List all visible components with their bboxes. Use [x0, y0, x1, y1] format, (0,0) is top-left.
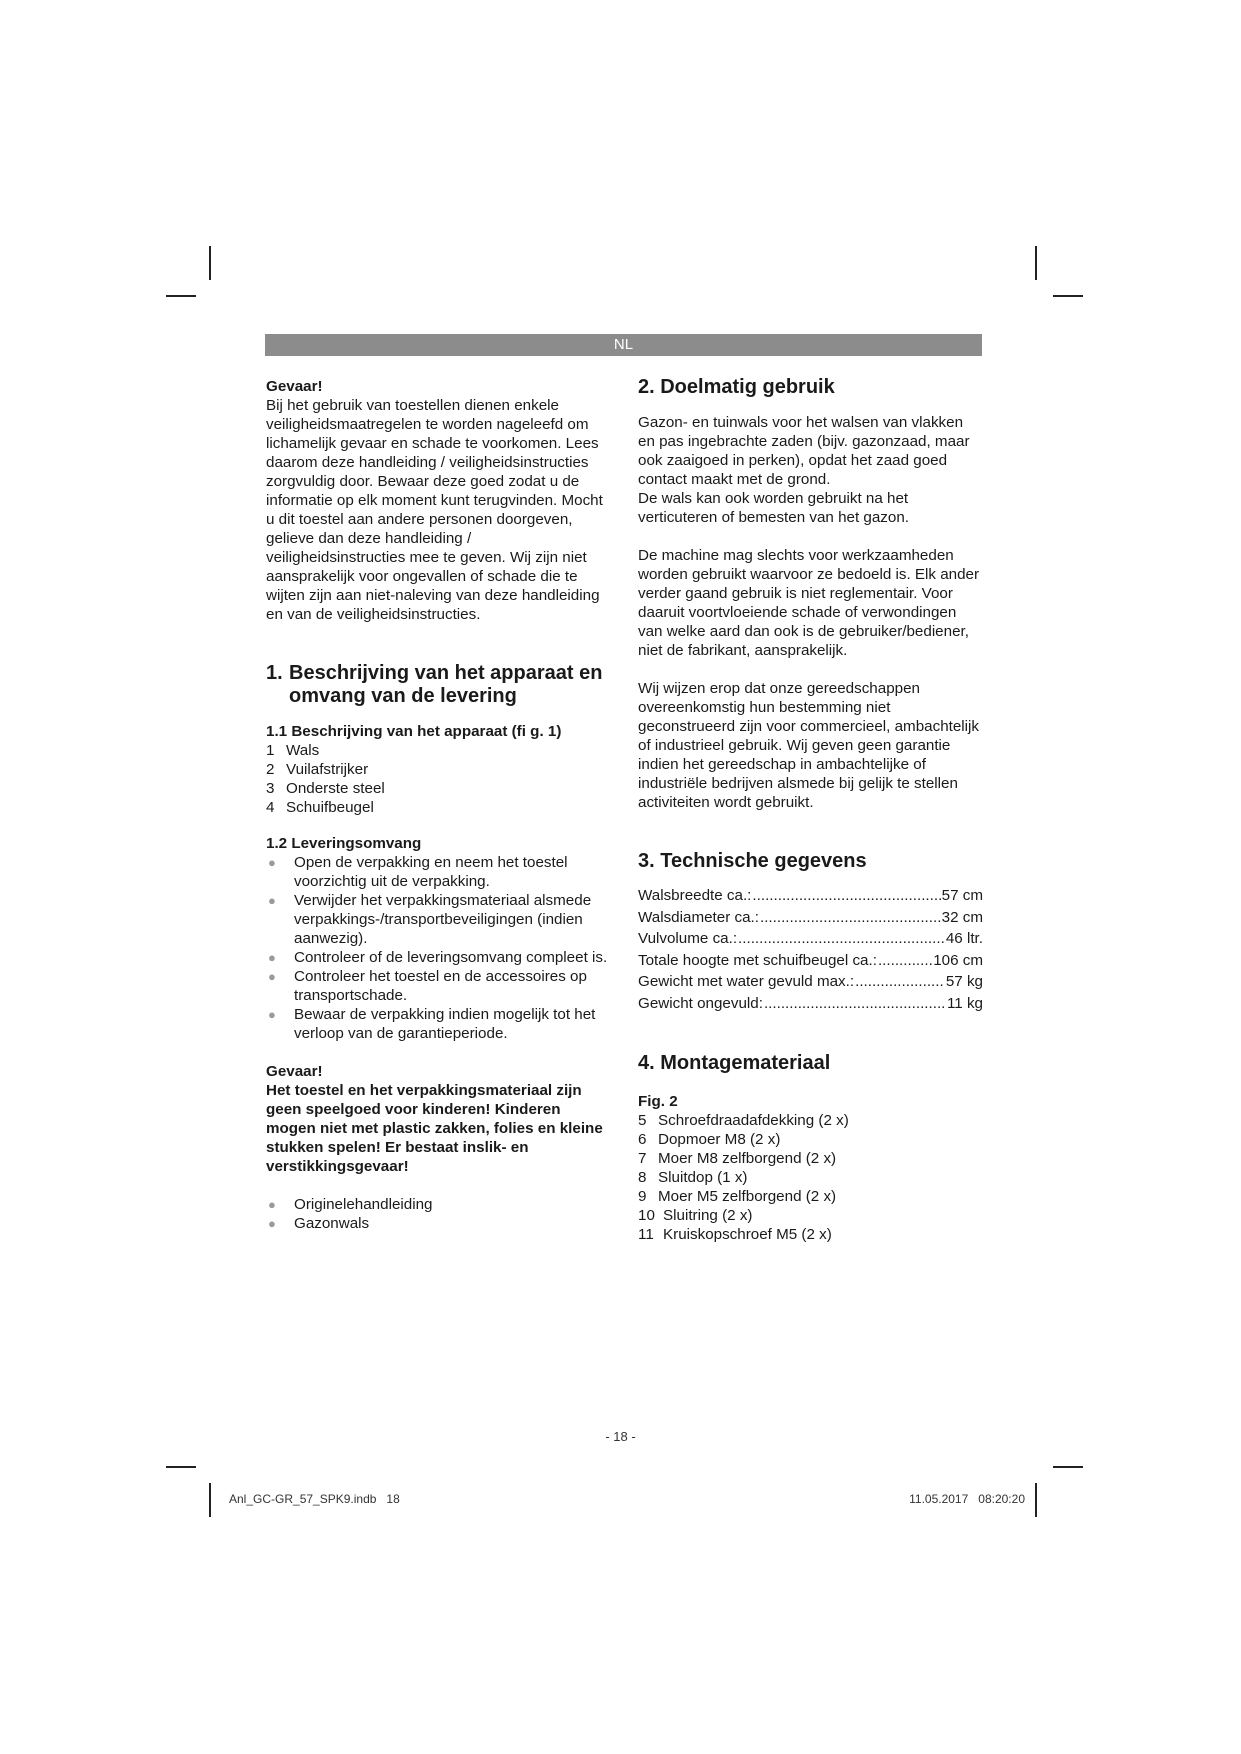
paragraph: De machine mag slechts voor werkzaamheden worden gebruikt waarvoor ze bedoeld is. Elk ander verder gaand gebruik is niet reglementair. Voor daaruit voortvloeiende schade of verwondingen van welke aard dan ook is de gebruiker/bediener, niet de fabrikant, aansprakelijk.	[638, 547, 980, 659]
paragraph: Gazon- en tuinwals voor het walsen van vlakken en pas ingebrachte zaden (bijv. gazonzaad, maar ook zaaigoed in perken), opdat het zaad goed contact maakt met de grond.	[638, 414, 970, 488]
delivery-contents-list	[266, 1195, 611, 1233]
left-column	[266, 377, 611, 1233]
spec-row: Totale hoogte met schuifbeugel ca.: ..... 106 cm	[638, 950, 983, 972]
paragraph: Wij wijzen erop dat onze gereedschappen overeenkomstig hun bestemming niet geconstrueerd zijn voor commercieel, ambachtelijk of industrieel gebruik. Wij geven geen garantie indien het gereedschap in ambachtelijke of industriële bedrijven alsmede bij gelijk te stellen activiteiten wordt gebruikt.	[638, 680, 980, 811]
list-item: 7 Moer M8 zelfborgend (2 x)	[638, 1150, 837, 1167]
crop-mark	[166, 1466, 196, 1468]
list-item: 3 Onderste steel	[266, 780, 385, 797]
warning-title: Gevaar!	[266, 1063, 323, 1080]
crop-mark	[1035, 1483, 1037, 1517]
parts-list	[266, 741, 611, 817]
crop-mark	[1053, 295, 1083, 297]
list-item: 10 Sluitring (2 x)	[638, 1207, 753, 1224]
list-item: 8 Sluitdop (1 x)	[638, 1169, 748, 1186]
spec-row: Gewicht met water gevuld max.: ..... 57 kg	[638, 971, 983, 993]
list-item: ● Gazonwals	[268, 1215, 370, 1232]
crop-mark	[1053, 1466, 1083, 1468]
warning-title: Gevaar!	[266, 378, 323, 395]
bullet-icon: ●	[268, 855, 276, 870]
warning-body: Bij het gebruik van toestellen dienen enkele veiligheidsmaatregelen te worden nageleefd om lichamelijk gevaar en schade te voorkomen. Lees daarom deze handleiding / veiligheidsinstructies zorgvuldig door. Bewaar deze goed zodat u de informatie op elk moment kunt terugvinden. Mocht u dit toestel aan andere personen doorgeven, gelieve dan deze handleiding / veiligheidsinstructies mee te geven. Wij zijn niet aansprakelijk voor ongevallen of schade die te wijten zijn aan niet-naleving van deze handleiding en van de veiligheidsinstructies.	[266, 397, 603, 623]
spec-table	[638, 885, 983, 1014]
delivery-steps-list	[266, 853, 611, 1043]
spec-row: Walsdiameter ca.: ..... 32 cm	[638, 907, 983, 929]
list-item: 4 Schuifbeugel	[266, 799, 374, 816]
crop-mark	[166, 295, 196, 297]
spec-row: Vulvolume ca.: ..... 46 ltr.	[638, 928, 983, 950]
list-item: 5 Schroefdraadafdekking (2 x)	[638, 1112, 849, 1129]
warning-body: Het toestel en het verpakkingsmateriaal zijn geen speelgoed voor kinderen! Kinderen mogen niet met plastic zakken, folies en kleine stukken spelen! Er bestaat inslik- en verstikkingsgevaar!	[266, 1082, 603, 1175]
list-item: ● Controleer of de leveringsomvang compleet is.	[268, 949, 608, 966]
section-title: 3. Technische gegevens	[638, 850, 867, 872]
crop-mark	[209, 1483, 211, 1517]
spec-row: Gewicht ongevuld: ..... 11 kg	[638, 993, 983, 1015]
bullet-icon: ●	[268, 1216, 276, 1231]
page-number: - 18 -	[605, 1429, 636, 1444]
file-info: Anl_GC-GR_57_SPK9.indb 18	[229, 1492, 400, 1506]
print-timestamp: 11.05.2017 08:20:20	[909, 1492, 1025, 1506]
language-header-bar: NL	[265, 334, 982, 356]
section-title: 4. Montagemateriaal	[638, 1052, 831, 1074]
bullet-icon: ●	[268, 1007, 276, 1022]
list-item: ● Controleer het toestel en de accessoires op transportschade.	[268, 968, 587, 1004]
figure-label: Fig. 2	[638, 1093, 678, 1110]
list-item: 1 Wals	[266, 742, 320, 759]
right-column	[638, 376, 983, 1244]
section-1-heading	[266, 662, 611, 708]
list-item: ● Open de verpakking en neem het toestel voorzichtig uit de verpakking.	[268, 854, 568, 890]
subsection-title: 1.2 Leveringsomvang	[266, 835, 422, 852]
crop-mark	[209, 246, 211, 280]
list-item: ● Originelehandleiding	[268, 1196, 433, 1213]
crop-mark	[1035, 246, 1037, 280]
section-title: 2. Doelmatig gebruik	[638, 376, 835, 398]
bullet-icon: ●	[268, 1197, 276, 1212]
bullet-icon: ●	[268, 969, 276, 984]
list-item: 9 Moer M5 zelfborgend (2 x)	[638, 1188, 837, 1205]
list-item: 11 Kruiskopschroef M5 (2 x)	[638, 1226, 832, 1243]
assembly-parts-list	[638, 1111, 983, 1244]
list-item: 6 Dopmoer M8 (2 x)	[638, 1131, 781, 1148]
paragraph: De wals kan ook worden gebruikt na het verticuteren of bemesten van het gazon.	[638, 490, 910, 526]
subsection-title: 1.1 Beschrijving van het apparaat (fi g. 1)	[266, 723, 562, 740]
list-item: 2 Vuilafstrijker	[266, 761, 369, 778]
list-item: ● Bewaar de verpakking indien mogelijk tot het verloop van de garantieperiode.	[268, 1006, 596, 1042]
spec-row: Walsbreedte ca.: ..... 57 cm	[638, 885, 983, 907]
bullet-icon: ●	[268, 893, 276, 908]
section-number: 1.	[266, 662, 283, 684]
section-title: Beschrijving van het apparaat en omvang van de levering	[289, 662, 603, 707]
list-item: ● Verwijder het verpakkingsmateriaal alsmede verpakkings-/transportbeveiligingen (indien aanwezig).	[268, 892, 592, 947]
bullet-icon: ●	[268, 950, 276, 965]
